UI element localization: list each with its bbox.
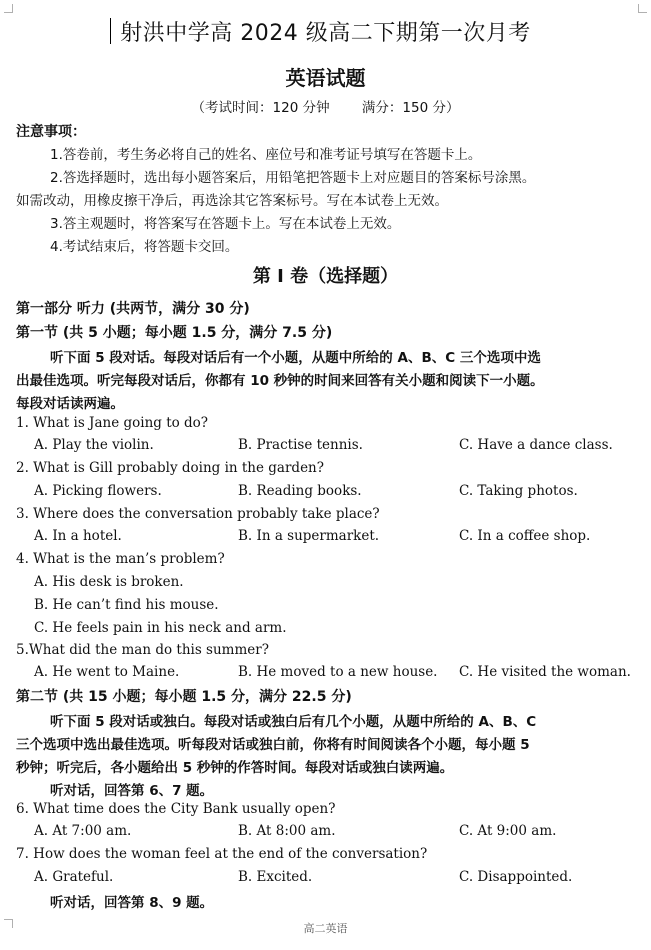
crop-mark-top-right (638, 4, 647, 13)
question-5-option-c: C. He visited the woman. (459, 664, 631, 680)
question-4-option-c: C. He feels pain in his neck and arm. (34, 620, 287, 636)
page-footer: 高二英语 (303, 922, 348, 935)
question-4-stem: 4. What is the man’s problem? (16, 551, 225, 567)
notice-heading: 注意事项： (16, 124, 86, 140)
question-7-option-c: C. Disappointed. (459, 869, 573, 885)
part1-heading: 第一部分 听力 (共两节，满分 30 分) (16, 301, 250, 317)
section2-instructions-1: 听下面 5 段对话或独白。每段对话或独白后有几个小题，从题中所给的 A、B、C (50, 714, 537, 730)
question-4-option-a: A. His desk is broken. (34, 574, 184, 590)
question-1-stem: 1. What is Jane going to do? (16, 415, 209, 431)
exam-time: （考试时间：120 分钟 (191, 100, 330, 116)
section1-heading: 第一节 (共 5 小题；每小题 1.5 分，满分 7.5 分) (16, 325, 333, 341)
question-3-option-c: C. In a coffee shop. (459, 528, 591, 544)
section2-heading: 第二节 (共 15 小题；每小题 1.5 分，满分 22.5 分) (16, 689, 352, 705)
question-3-option-a: A. In a hotel. (34, 528, 122, 544)
volume-title: 第 I 卷（选择题） (252, 266, 399, 287)
question-1-option-c: C. Have a dance class. (459, 437, 613, 453)
question-2-stem: 2. What is Gill probably doing in the garden? (16, 460, 324, 476)
listen-instruction-8-9: 听对话，回答第 8、9 题。 (50, 895, 214, 911)
notice-item-2-cont: 如需改动，用橡皮擦干净后，再选涂其它答案标号。写在本试卷上无效。 (16, 193, 448, 209)
question-3-stem: 3. Where does the conversation probably take place? (16, 506, 380, 522)
notice-item-4: 4.考试结束后，将答题卡交回。 (50, 239, 239, 255)
notice-item-2: 2.答选择题时，选出每小题答案后，用铅笔把答题卡上对应题目的答案标号涂黑。 (50, 170, 536, 186)
crop-mark-top-left (4, 4, 13, 13)
question-2-option-b: B. Reading books. (238, 483, 362, 499)
notice-item-1: 1.答卷前，考生务必将自己的姓名、座位号和准考证号填写在答题卡上。 (50, 147, 482, 163)
question-6-option-b: B. At 8:00 am. (238, 823, 336, 839)
section2-instructions-2: 三个选项中选出最佳选项。听每段对话或独白前，你将有时间阅读各个小题，每小题 5 (16, 737, 530, 753)
question-5-stem: 5.What did the man do this summer? (16, 642, 269, 658)
question-7-option-a: A. Grateful. (34, 869, 114, 885)
notice-item-3: 3.答主观题时，将答案写在答题卡上。写在本试卷上无效。 (50, 216, 401, 232)
question-6-stem: 6. What time does the City Bank usually open? (16, 801, 336, 817)
listen-instruction-6-7: 听对话，回答第 6、7 题。 (50, 783, 214, 799)
question-7-stem: 7. How does the woman feel at the end of the conversation? (16, 846, 428, 862)
section1-instructions-1: 听下面 5 段对话。每段对话后有一个小题，从题中所给的 A、B、C 三个选项中选 (50, 350, 541, 366)
question-5-option-a: A. He went to Maine. (34, 664, 180, 680)
question-6-option-a: A. At 7:00 am. (34, 823, 132, 839)
exam-title: 射洪中学高 2024 级高二下期第一次月考 (120, 21, 531, 46)
section2-instructions-3: 秒钟；听完后，各小题给出 5 秒钟的作答时间。每段对话或独白读两遍。 (16, 760, 454, 776)
full-score: 满分：150 分） (361, 100, 460, 116)
question-4-option-b: B. He can’t find his mouse. (34, 597, 219, 613)
section1-instructions-2: 出最佳选项。听完每段对话后，你都有 10 秒钟的时间来回答有关小题和阅读下一小题。 (16, 373, 544, 389)
question-5-option-b: B. He moved to a new house. (238, 664, 438, 680)
question-6-option-c: C. At 9:00 am. (459, 823, 557, 839)
question-2-option-a: A. Picking flowers. (34, 483, 162, 499)
exam-subject: 英语试题 (285, 66, 366, 90)
question-7-option-b: B. Excited. (238, 869, 313, 885)
section1-instructions-3: 每段对话读两遍。 (16, 396, 124, 412)
exam-meta (0, 96, 651, 116)
question-3-option-b: B. In a supermarket. (238, 528, 380, 544)
question-1-option-b: B. Practise tennis. (238, 437, 363, 453)
question-1-option-a: A. Play the violin. (34, 437, 154, 453)
question-2-option-c: C. Taking photos. (459, 483, 578, 499)
